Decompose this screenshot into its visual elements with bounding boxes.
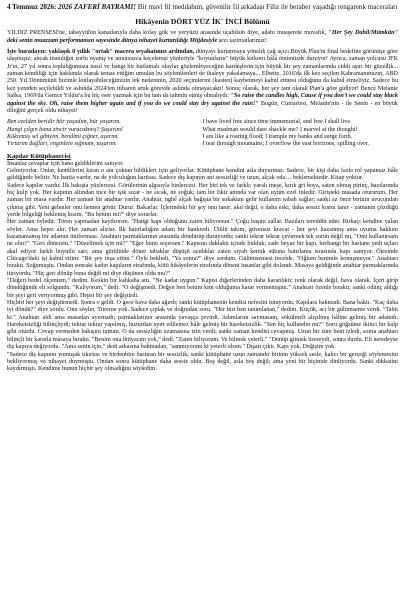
main-tail: Bugün, Cumartesi, Melanie'nin - ile Senin - en büyük dileğini gerçek oldu nihayet!	[7, 100, 398, 114]
header-text: Bir mavi fil meddahım, güvenilir fil arkadaşı Filiz ile beraber yaşadığı rengarenk maceraları	[137, 3, 398, 11]
poem-line: I tear through mountains; I overflow the vast horizons, spilling over.	[202, 141, 370, 148]
document-header	[7, 3, 398, 11]
story-paragraph: "Sadece diş kapının yumuşak tıkırtısı ve birdenbire bastıran bir sessizlik; sanki kütüphane uzun zamandır birinin yüksek sesle, kalıcı bir gerçeği söylemesini bekliyormuş ve nihayet duymuştu. Ondan sonra kütüphane daha sessiz oldu. Boş değil, asla boş değil; ama yeni bir biçimde dinliyordu. Sanki dikkatini kaydırmıştı. Kendime bunun hiçbir şey olmadığını söyledim.	[7, 351, 398, 373]
anthem-poem	[7, 119, 398, 148]
poem-line: Kükremiş sel gibiyim, bendimi çiğner, aşarım.	[7, 133, 119, 140]
intro-tail: arzı tazimatlarımız!	[217, 37, 267, 44]
main-lead: İşte buradayız: yaklaşık 8 yıllık "ortak" macera seyahatımız ardından,	[7, 49, 195, 56]
poem-turkish	[7, 119, 203, 148]
section-heading: Kapılar Kütüphanecisi	[7, 152, 71, 160]
poem-line: I have lived free since time immemorial, and free I shall live.	[202, 119, 352, 126]
header-headline: 2026 ZAFERİ BAYRAMI!	[58, 3, 137, 11]
song-quote: "So raise the candles high, Cause if you don't we could stay black against the sky. Oh, raise them higher again and if you do we could stay dry against the rain!"	[7, 93, 398, 107]
intro-paragraph	[7, 30, 398, 45]
poem-line: Ben ezelden beridir hür yaşadım, hür yaşarım.	[7, 119, 121, 126]
poem-line: What madman would dare shackle me? I marvel at the thought!	[202, 126, 358, 133]
poem-line: Yırtarım dağları, enginlere sığmam, taşarım.	[7, 141, 117, 148]
intro-quote: "Her Şey Dahil/Mümkün" deki senin muazzam performansın sayesinde dünya nihayet kurtarıldığı Müjdesiyle	[7, 30, 398, 44]
intro-text: YILDIZ PRENSESİ'ne, tahayyülün kanatlarıyla daha kolay gök ve yeryüzü arasında uçabilsin diye, adabı muaşerete muvafık,	[7, 30, 329, 37]
header-date: 4 Temmuz 2026:	[7, 3, 57, 11]
story-paragraph: Her zaman öyledir. Tören yapmadan kaydırırım. "Hangi kapı olduğunu zaten biliyorsun." Çoğu başını sallar. Bazıları tereddüt eder. Birkaçı kendine yalan söyler. Ama hepsi alır. Her zaman alırlar. İlk hatırladığım adam bir bankerdi. Ütülü takım, güvensiz kravat - her şeyi kazanmış ama uyuma hakkını kazanamamış bir adamın üniforması. Anahtarı parmaklarının arasında döndürüp duruyordu; sanki tekrar tekrar çevirmek tek sorun değil mi, "Onu kullanırsam ne olur?" "Geri dönersin." "Düzeltmek için mi?" "Eğer bunu seçersen." Kapısını daklaktı içinde bulduk; sade beyaz bir kapı, herhangi bir hastane yedi uçları akal ediyor farklı boyutlu sarı; ama gürültüde döner tabaklar düşüşü acıdıklar zaten siyah kemik sütuna hatırlama sırasında kapı sanıyor. Ötesinde Chicago'daki işi kabul ettim: "Bir şey inşa ettim." Öyle bekledi. "Ya sonra?" diye sordum. Gülümsemesi incelde. "Oğlum benimle konuşmuyor." Anahtarı bıraktı. Soğumuştu. Ondan sonraki kadın kapıların etrafında, kötü hikâyelerin etrafında döneni insanlar gibi dolandı. Masaya geldiğinde anahtar parmaklarında titriyordu. "Hiç geri dönüp buna değdi mi diye düşünen oldu mu?"	[7, 219, 398, 277]
episode-title: Hikâyenin DÖRT YÜZ İK˙ İNCİ Bölümü	[135, 17, 270, 27]
story-paragraph: "Değeri bedel ölçemem," dedim. Keskin bir kahkaha attı. "Ne kadar uygun." Kapısı diğerlerinden daha karanlıktı; renk olarak değil, hava olarak. İçeri girip döndüğünde eli solgundu. "Kaliyorum," dedi. "O değişmedi. Değen ben benim kim olduğuma karar vermemişim." Anahtarı özenle bıraktı; sanki odünç aldığı bir şeyi geri veriyormuş gibi. Hepsi bir şey değiştirdi.	[7, 278, 398, 299]
story-paragraph: Gelmiyorlar. Onlar, kendilerini kıran o anı çoktan bildikleri için geliyorlar. Kütüphane kendini asla duyurmaz. Sadece, bir kişi daha fazla rol yapamaz hâle geldiğinde belirir. Ne harita vardır, ne de yolculuğun haritası. Sadece dış kapının ani sessizliği ve uzun, alçak oda… beklemektedir. Kitap yoktur.	[7, 167, 398, 182]
poem-line: I am like a roaring flood; I trample my banks and surge forth.	[202, 133, 353, 140]
story-paragraph: İnsanlar cevaplar için bana geldiklerini sanıyor.	[7, 160, 124, 167]
poem-english	[203, 119, 399, 148]
main-paragraph	[7, 49, 398, 115]
story-paragraph: Hiçbiri her şeyi değiştirmedi. Sonra o geldi. O gece hava daha ağırdı; sanki kütüphanenin kendisi nefesini tutuyordu. Kapılara bakmadı. Bana baktı. "Kaç daha iyi döndü?" diye sordu. Onu söyler. Titreme yok. Sadece çıplak ve doğrudan soru. "Her biri ben tanımlanan," dedim. Küçük, acı bir gülümseme verdi. "Tabii ki." Anahtarı aldı ama masadan ayırmadı; parmaklarının arasında yavaşça çevirdi. Adımlarını saymasam, sökülmeli alışılmış hâline gelmiş bir adamdı. Hareketsizliği bilinçliydi; tekrar tekrar yapılmış, huzurdan ayırt edilemez hâle gelmiş bir hareketsizlik. "Sen hiç kullandın mı?" Soru göğsüme ikinci bir kalp gibi oturdu. Cevap vermeden bakışını tuttum. O da sessizliğin uzamasına izin verdi; sanki zaman kendisi cevapmış. Uzun bir süre beni izledi, sonra anahtarı bilinçli bir kararla masaya bıraktı. "Benim ona ihtiyacım yok," dedi. "Zaten biliyorum. Ve bilmek yeterli." "Dönüp gitmek üzereydi, sonra durdu. Eli neredeyse diş kapıya değiyordu. "Ama senin için," dedi arkasına bakmadan, "sanmıyorum ki yeterli olsun." Dışarı çıktı. Kapı yok. Değişim yok.	[7, 300, 398, 351]
poem-line: Hangi çılgın bana zincir vuracakmış? Şaşarım!	[7, 126, 123, 133]
main-text: dünyayı kurtarmaya yönelik çağ açıcı Büyük Plan'ın final hedefine görünüşe göre ulaşmışız; ancak inanılığın zorlu uyanış ve umutsuzca keçelemşi yünleriyle "koyunların" büyük kırkımı hâlâ önümüzde duruyor! Ayrıca, zaman yolcusu JFK Jr'ın, 27 yıl sonra toplulığumuza nasıl ve hangi bir kutlamalı olaylar gözlemleyeceğini kardeşlerin için büyük bir şey zamanlarında ciddi aşırı bir güzellik... zaman kendiliği için hakkinda olarak temas ettiğim umulan bu söylenilenleri de ihaleye yakalamaya... Elbette, 2016'da ilk kez seçilen Kahramanımızın, ABD 250. Yıl Dönümünü bizimle kutlayabileceğimizin tek nedeninin, 2020 seçimlerini (kasten) kaybetmeyi kabul etmesi olduğunu da kabul etmeliyiz. Sadece bu kez yeniden seçilebildi ve ashında 2024'ten itibaren artık görevde aslında olmayacaktı! Sonuç olarak, her şey tam olarak Plan'a göre gidiyor! Bence Melanie Safka, 1969'da Gemce Yıldız'a bu hiç eser yazmak için bu tam da tahmin etmiş olmalıydı:	[7, 49, 398, 100]
story-paragraph: Sadece kapılar vardır. İlk bakışta yüzlercesi. Görülerinin algısıyla binlercesi. Her biri tek ve farklı: yaralı meşe, kırık gri boya, saten olmuş pirinç, bazılarında hiç kulp yok. Her kapının altından ince bir ışık sızar - ne sıcak, ne soğuk; tam bir fikir anında var olan uyum ezel inledir. Girişteki masada otururum. Her zaman bir masa vardır. Her zaman bir anahtar vardır. Anahtar, nghế alçak bağışta bir sokaktan gelir kullanım sabah sağlar; sanki az önce birinin avucundan çıkmış gibi. Yeni gelenler onu hemen görür. Durur. Bakarlar. İçlerindeki bir şey onu tanır; akıl değil, o daha eski, daha sessiz kısmı tanır - zamanın çözdüğü yerde bilgeliği beklemiş kısım. "Bu benim mi?" diye sorarlar.	[7, 182, 398, 218]
